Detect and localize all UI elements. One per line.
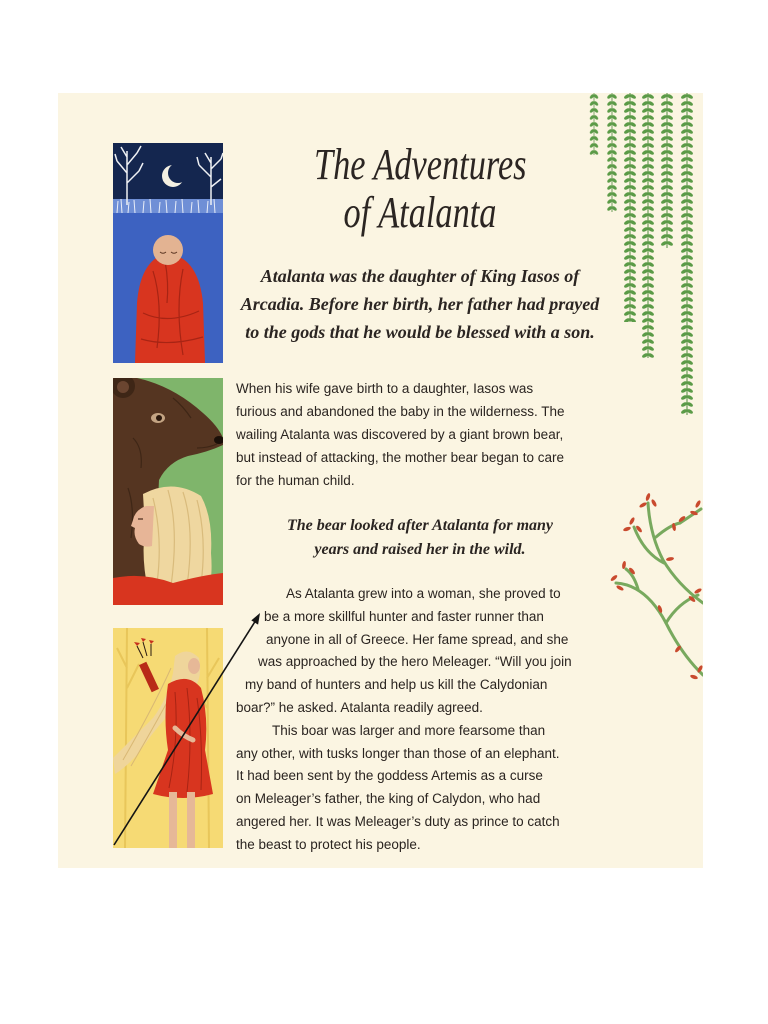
body-line: boar?” he asked. Atalanta readily agreed. — [236, 699, 483, 715]
paragraph-1 — [236, 377, 564, 492]
body-line: but instead of attacking, the mother bear began to care — [236, 450, 564, 465]
body-line: the beast to protect his people. — [236, 836, 421, 852]
pull-quote — [170, 514, 670, 562]
title-line-2-text: of Atalanta — [343, 188, 497, 237]
title-line-1-text: The Adventures — [313, 140, 527, 189]
body-line: be a more skillful hunter and faster runner than — [264, 608, 544, 624]
page-title — [170, 141, 670, 237]
body-line: on Meleager’s father, the king of Calydon, who had — [236, 791, 541, 807]
intro-paragraph — [170, 262, 670, 346]
quote-line: years and raised her in the wild. — [314, 541, 526, 558]
intro-line: Atalanta was the daughter of King Iasos of — [260, 266, 580, 286]
body-line: wailing Atalanta was discovered by a giant brown bear, — [236, 427, 564, 442]
body-line: When his wife gave birth to a daughter, Iasos was — [236, 381, 534, 396]
spear-shaft — [114, 620, 256, 845]
body-line: This boar was larger and more fearsome than — [272, 722, 546, 738]
intro-line: Arcadia. Before her birth, her father had prayed — [240, 294, 600, 314]
paragraphs-2-3 — [236, 583, 572, 857]
body-line: It had been sent by the goddess Artemis as a curse — [236, 768, 543, 784]
body-line: was approached by the hero Meleager. “Will you join — [258, 654, 572, 670]
body-line: furious and abandoned the baby in the wilderness. The — [236, 404, 565, 419]
body-line: for the human child. — [236, 473, 355, 488]
body-line: angered her. It was Meleager’s duty as prince to catch — [236, 813, 560, 829]
intro-line: to the gods that he would be blessed with a son. — [245, 322, 595, 342]
quote-line: The bear looked after Atalanta for many — [286, 517, 554, 534]
title-line-2 — [170, 189, 670, 237]
title-line-1 — [170, 141, 670, 189]
body-line: anyone in all of Greece. Her fame spread, and she — [266, 631, 569, 647]
body-line: my band of hunters and help us kill the Calydonian — [245, 677, 548, 693]
body-line: any other, with tusks longer than those of an elephant. — [236, 745, 560, 761]
body-line: As Atalanta grew into a woman, she proved to — [286, 586, 561, 601]
